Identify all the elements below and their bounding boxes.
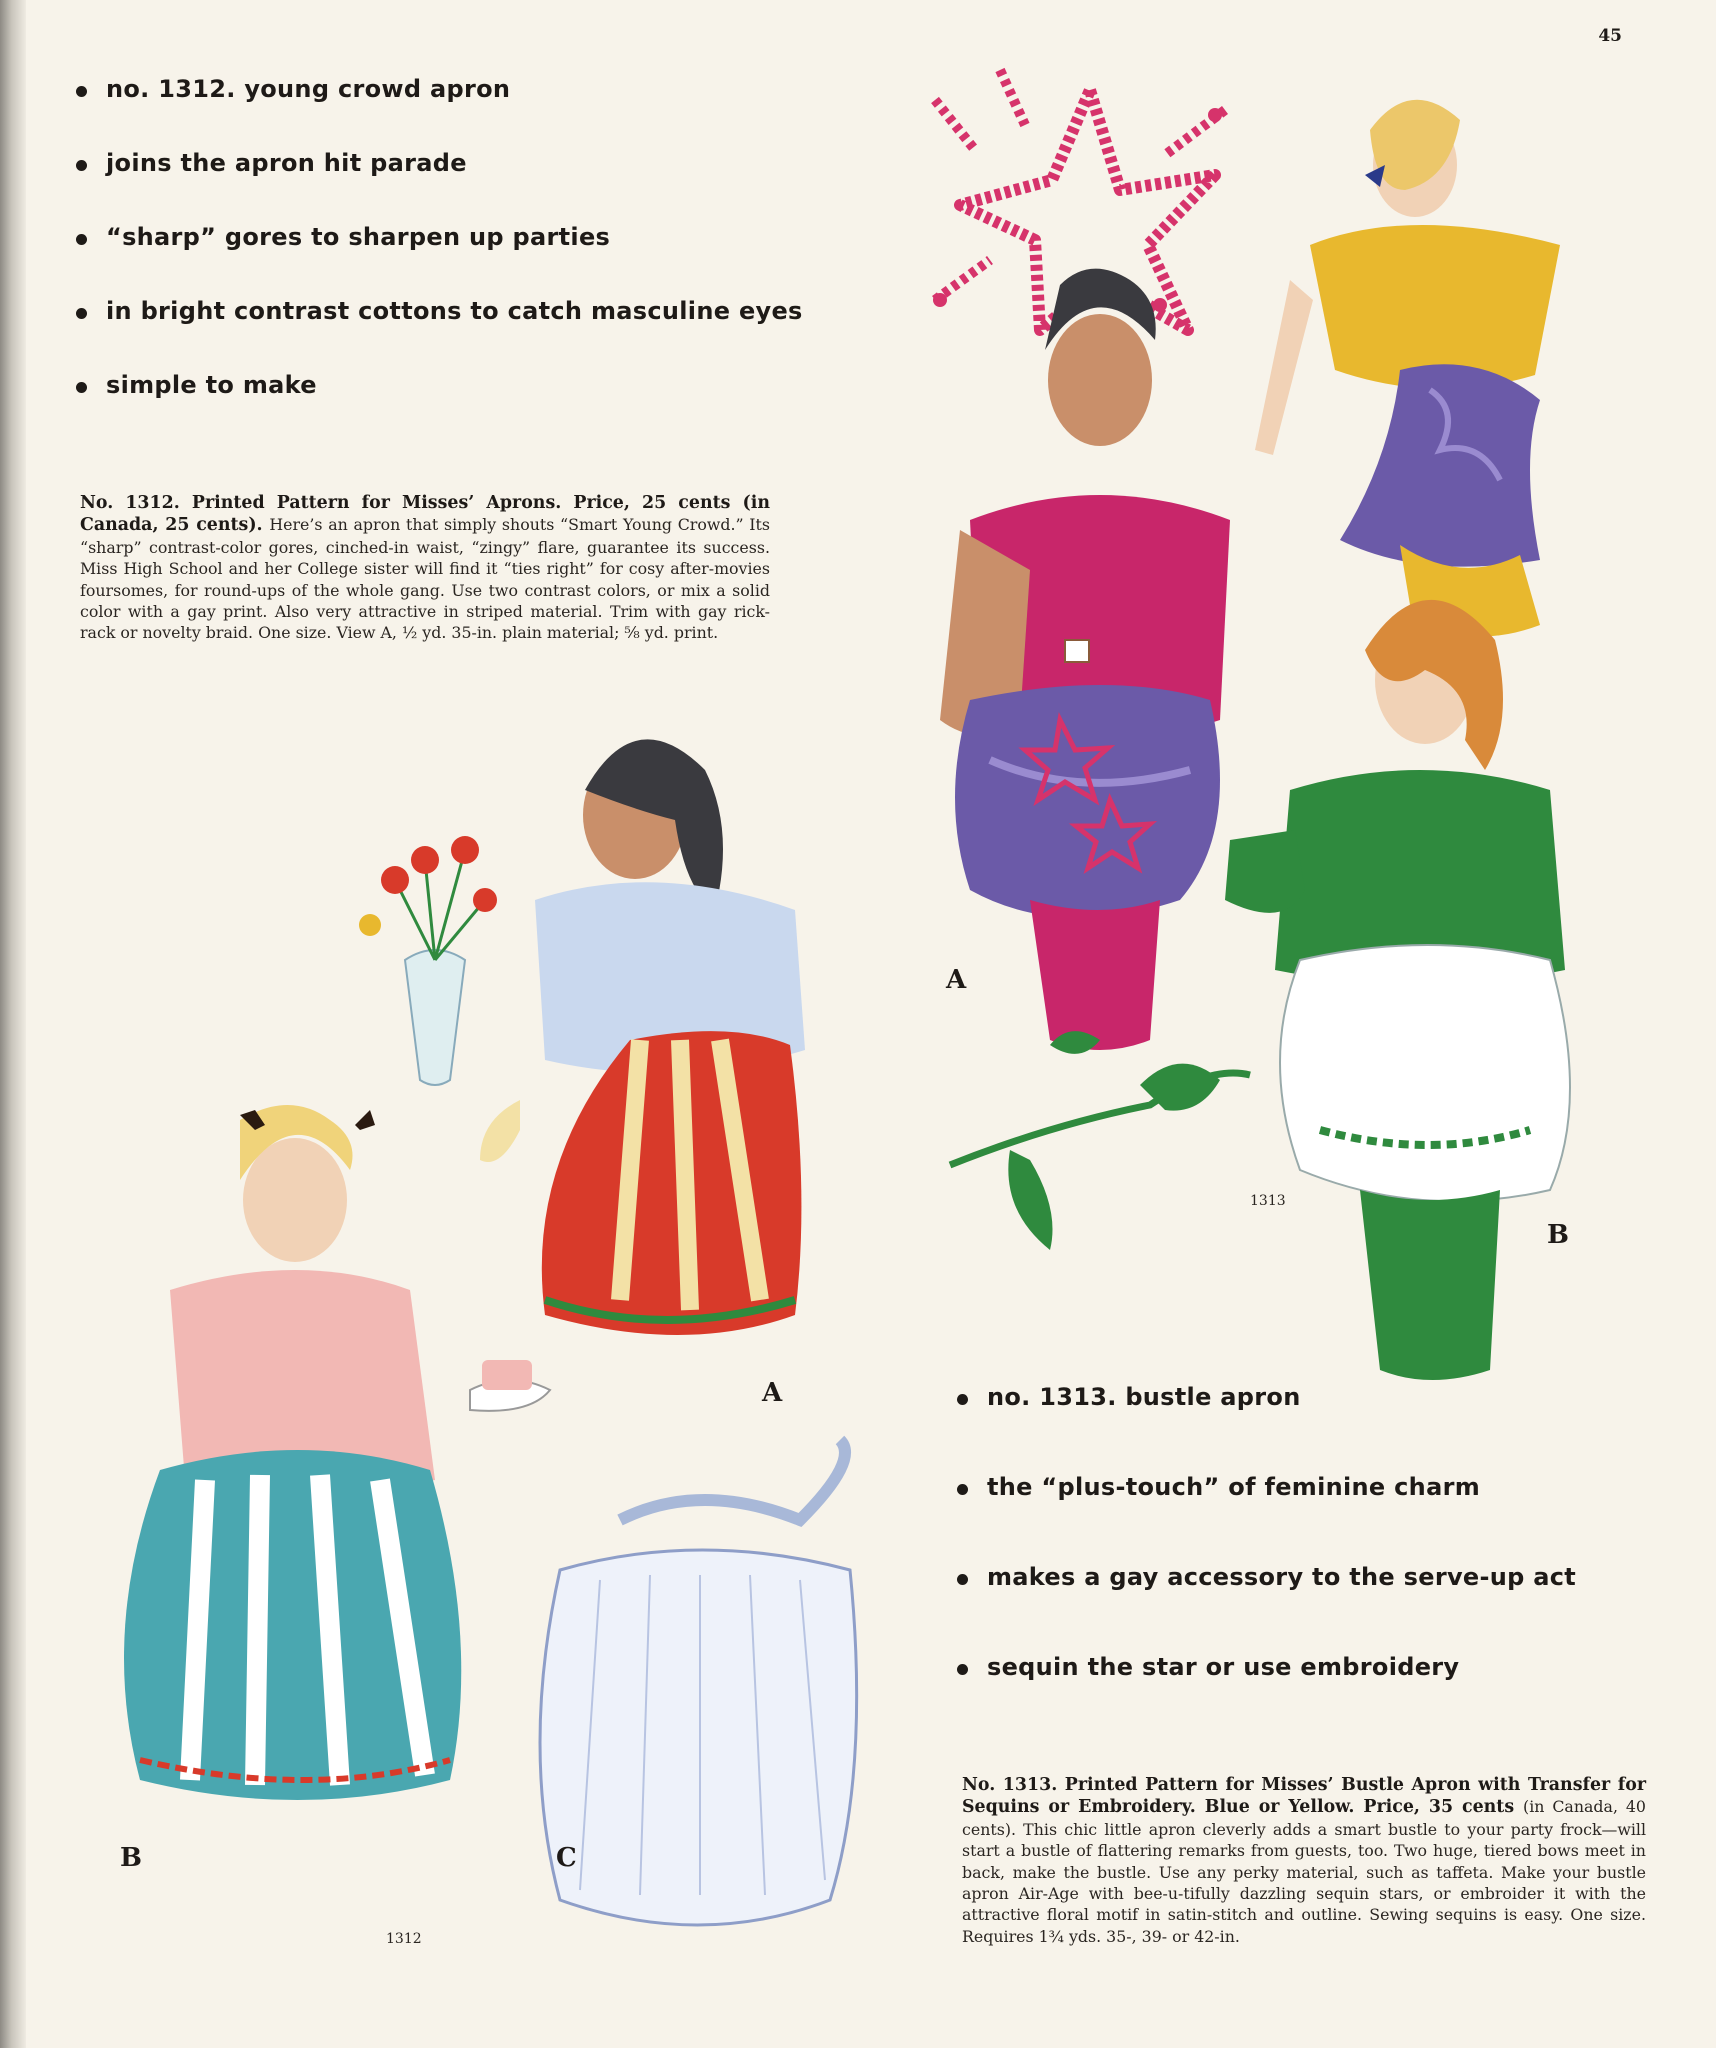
bullet-icon [76,308,87,319]
list-item: simple to make [106,371,803,445]
pattern-1312-bullet-list [106,75,803,445]
bullet-icon [76,86,87,97]
bullet-icon [957,1394,968,1405]
floral-embroidery-motif [950,1031,1250,1250]
pattern-1312-body: Here’s an apron that simply shouts “Smart Young Crowd.” Its “sharp” contrast-color gores, cinched-in waist, “zingy” flare, guarantee its success. Miss High School and her College sister will find it “ties right” for cosy after-movies foursomes, for round-ups of the whole gang. Use two contrast colors, or mix a solid color with a gay print. Also very attractive in striped material. Trim with gay rick-rack or novelty braid. One size. View A, ½ yd. 35-in. plain material; ⅝ yd. print. [80,515,770,643]
yellow-dress-bustle-figure [1255,100,1560,637]
pattern-1313-description [962,1774,1646,1947]
view-label-1312-a: A [762,1378,783,1408]
striped-apron-c-illustration [540,1440,857,1925]
bullet-icon [76,382,87,393]
page-number: 45 [1598,26,1622,46]
flower-vase-illustration [359,836,497,1085]
list-item: sequin the star or use embroidery [987,1653,1576,1743]
pink-blouse-teal-apron-figure [124,1105,550,1800]
blue-blouse-red-apron-figure [480,739,805,1335]
green-dress-white-apron-figure [1225,600,1570,1380]
pattern-1312-lead: No. 1312. Printed Pattern for Misses’ Aprons. Price, 25 cents (in Canada, 25 cents). [80,493,770,536]
list-item: makes a gay accessory to the serve-up act [987,1563,1576,1653]
list-item: joins the apron hit parade [106,149,803,223]
list-item: “sharp” gores to sharpen up parties [106,223,803,297]
pattern-1313-lead: No. 1313. Printed Pattern for Misses’ Bustle Apron with Transfer for Sequins or Embroidery. Blue or Yellow. Price, 35 cents [962,1775,1646,1818]
figure-number-1312: 1312 [386,1931,422,1947]
bullet-icon [957,1574,968,1585]
list-item: the “plus-touch” of feminine charm [987,1473,1576,1563]
view-label-1313-a: A [946,965,967,995]
view-label-1312-b: B [120,1843,142,1873]
bullet-icon [957,1484,968,1495]
list-item: in bright contrast cottons to catch masculine eyes [106,297,803,371]
list-item: no. 1313. bustle apron [987,1383,1576,1473]
pattern-1313-bullet-list [987,1383,1576,1743]
view-label-1313-b: B [1547,1220,1569,1250]
bullet-icon [957,1664,968,1675]
pattern-1312-description [80,492,770,644]
figure-number-1313: 1313 [1250,1193,1286,1209]
magenta-dress-apron-figure [940,269,1230,1050]
view-label-1312-c: C [556,1843,577,1873]
pattern-1313-body: (in Canada, 40 cents). This chic little apron cleverly adds a smart bustle to your party frock—will start a bustle of flattering remarks from guests, too. Two huge, tiered bows meet in back, make the bustle. Use any perky material, such as taffeta. Make your bustle apron Air-Age with bee-u-tifully dazzling sequin stars, or embroider it with the attractive floral motif in satin-stitch and outline. Sewing sequins is easy. One size. Requires 1¾ yds. 35-, 39- or 42-in. [962,1797,1646,1946]
bullet-icon [76,160,87,171]
list-item: no. 1312. young crowd apron [106,75,803,149]
bullet-icon [76,234,87,245]
